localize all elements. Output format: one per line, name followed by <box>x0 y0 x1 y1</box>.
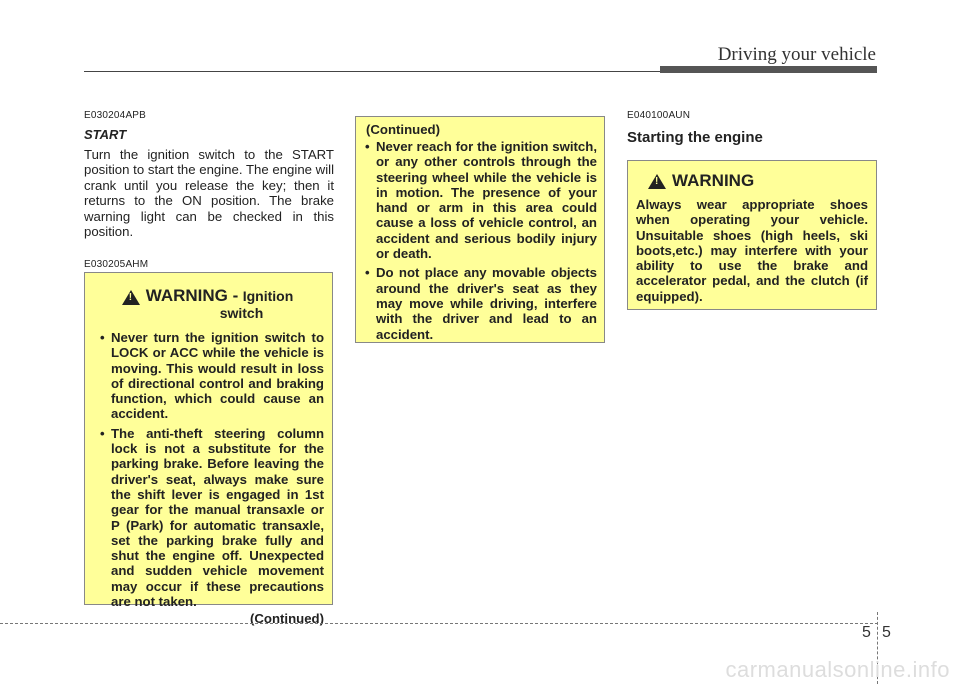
left-column <box>84 110 334 276</box>
warning-text: Always wear appropriate shoes when operating your vehicle. Unsuitable shoes (high heels, ski boots,etc.) may interfere with your ability to use the brake and accelerator pedal, and the clutch (if equipped). <box>636 197 868 304</box>
continued-label: (Continued) <box>250 611 324 627</box>
warning-triangle-icon: ! <box>122 290 140 305</box>
warning-subtitle: Ignition <box>242 288 294 304</box>
continued-warning-box <box>355 116 605 343</box>
warning-header <box>91 287 324 322</box>
list-item: • Never turn the ignition switch to LOCK or ACC while the vehicle is moving. This would result in loss of directional control and braking function, which could cause an accident. <box>91 330 324 422</box>
warning-header <box>636 171 868 191</box>
warning-triangle-icon: ! <box>648 174 666 189</box>
list-item: • The anti-theft steering column lock is not a substitute for the parking brake. Before leaving the driver's seat, always make sure the shift lever is engaged in 1st gear for the manual transaxle or P (Park) for automatic transaxle, set the parking brake fully and shut the engine off. Unexpected and sudden vehicle movement may occur if these precautions are not taken. <box>91 426 324 610</box>
page-number: 5 <box>882 624 891 641</box>
continued-label: (Continued) <box>366 122 440 137</box>
footer-line <box>0 623 878 624</box>
section-code: E040100AUN <box>627 110 691 121</box>
warning-subtitle: switch <box>219 305 264 321</box>
page-header-title: Driving your vehicle <box>717 44 876 65</box>
watermark: carmanualsonline.info <box>725 657 950 682</box>
start-paragraph: Turn the ignition switch to the START position to start the engine. The engine will crank until you release the key; then it returns to the ON position. The brake warning light can be checked in this position. <box>84 147 334 240</box>
section-code: E030205AHM <box>84 259 149 271</box>
warning-list <box>356 139 597 342</box>
warning-title: WARNING <box>672 171 755 190</box>
warning-title: WARNING - <box>145 286 239 305</box>
warning-list <box>91 330 324 609</box>
start-heading: START <box>84 127 127 142</box>
list-item: • Do not place any movable objects around the driver's seat as they may move while driving, interfere with the driver and lead to an accident. <box>356 265 597 341</box>
section-code: E030204APB <box>84 110 147 121</box>
right-column <box>627 110 877 146</box>
section-title: Starting the engine <box>627 129 763 146</box>
shoes-warning-box <box>627 160 877 310</box>
ignition-warning-box <box>84 272 333 627</box>
header-rule-thin <box>84 71 660 72</box>
header-rule-thick <box>660 66 877 73</box>
list-item: • Never reach for the ignition switch, or any other controls through the steering wheel while the vehicle is in motion. The presence of your hand or arm in this area could cause a loss of vehicle control, an accident and serious bodily injury or death. <box>356 139 597 261</box>
page-section-number: 5 <box>862 624 871 641</box>
